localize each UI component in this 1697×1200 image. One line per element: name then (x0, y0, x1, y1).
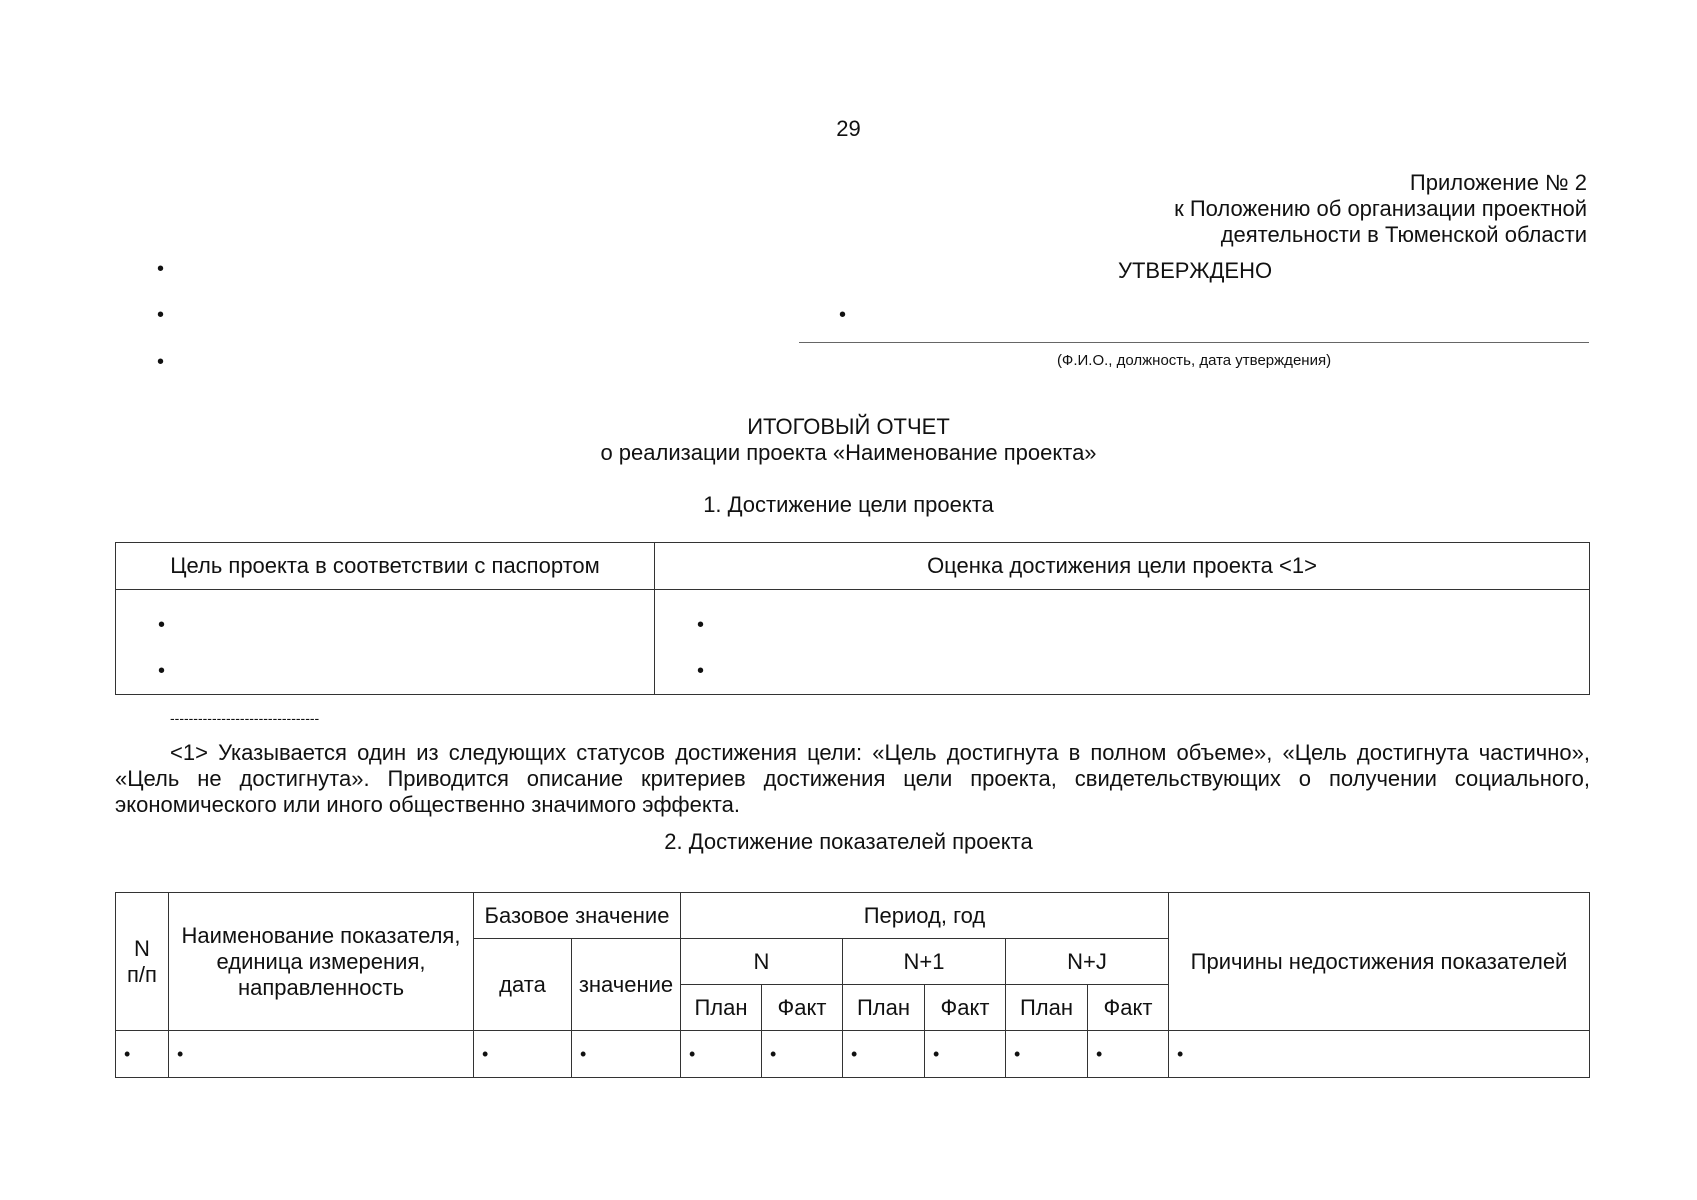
footnote-text: <1> Указывается один из следующих статусов достижения цели: «Цель достигнута в полном объеме», «Цель достигнута частично», «Цель не достигнута». Приводится описание критериев достижения цели проекта, свидетельствующих о получении социального, экономического или иного общественно значимого эффекта. (115, 740, 1590, 817)
signature-caption: (Ф.И.О., должность, дата утверждения) (1056, 352, 1332, 369)
page-number: 29 (836, 116, 861, 141)
evaluation-column-header: Оценка достижения цели проекта <1> (655, 543, 1590, 590)
goal-bullet-2: • (158, 660, 166, 682)
report-title-block (0, 414, 1697, 466)
number-column-header (116, 893, 169, 1031)
n-fact-cell: • (762, 1031, 843, 1078)
reasons-cell: • (1169, 1031, 1590, 1078)
goal-table-row (116, 590, 1590, 695)
indicators-table (115, 892, 1590, 1078)
n1-plan-cell: • (843, 1031, 925, 1078)
period-nj-header: N+J (1006, 939, 1169, 985)
number-cell: • (116, 1031, 169, 1078)
report-title: ИТОГОВЫЙ ОТЧЕТ (747, 414, 950, 439)
nj-plan-header: План (1006, 985, 1088, 1031)
n-plan-cell: • (681, 1031, 762, 1078)
approval-bullet: • (839, 304, 847, 326)
base-value-header: значение (572, 939, 681, 1031)
signature-line (799, 342, 1589, 343)
n1-plan-header: План (843, 985, 925, 1031)
indicator-name-cell: • (169, 1031, 474, 1078)
period-column-header: Период, год (681, 893, 1169, 939)
n1-fact-cell: • (925, 1031, 1006, 1078)
base-date-header: дата (474, 939, 572, 1031)
base-value-cell: • (572, 1031, 681, 1078)
n1-fact-header: Факт (925, 985, 1006, 1031)
goal-table (115, 542, 1590, 695)
goal-table-header (116, 543, 1590, 590)
left-bullet-1: • (157, 258, 165, 280)
appendix-line-1: Приложение № 2 (1409, 170, 1587, 195)
base-date-cell: • (474, 1031, 572, 1078)
approval-title: УТВЕРЖДЕНО (1118, 258, 1273, 283)
indicator-name-column-header: Наименование показателя, единица измерения, направленность (169, 893, 474, 1031)
left-bullet-2: • (157, 304, 165, 326)
n-fact-header: Факт (762, 985, 843, 1031)
report-subtitle: о реализации проекта «Наименование проекта» (600, 440, 1097, 465)
n-plan-header: План (681, 985, 762, 1031)
nj-fact-header: Факт (1088, 985, 1169, 1031)
evaluation-bullet-2: • (697, 660, 705, 682)
goal-column-header: Цель проекта в соответствии с паспортом (116, 543, 655, 590)
indicators-header-row-1 (116, 893, 1590, 939)
evaluation-cell (655, 590, 1590, 695)
section-2-heading: 2. Достижение показателей проекта (664, 829, 1033, 854)
goal-bullet-1: • (158, 614, 166, 636)
number-header-line-2: п/п (127, 961, 157, 987)
section-1-heading: 1. Достижение цели проекта (703, 492, 994, 517)
number-header-line-1: N (134, 935, 150, 961)
appendix-line-3: деятельности в Тюменской области (1220, 222, 1587, 247)
nj-plan-cell: • (1006, 1031, 1088, 1078)
period-n-header: N (681, 939, 843, 985)
goal-cell (116, 590, 655, 695)
period-n1-header: N+1 (843, 939, 1006, 985)
evaluation-bullet-1: • (697, 614, 705, 636)
footnote-separator: -------------------------------- (170, 710, 320, 726)
left-bullet-3: • (157, 351, 165, 373)
appendix-line-2: к Положению об организации проектной (1174, 196, 1587, 221)
reasons-column-header: Причины недостижения показателей (1169, 893, 1590, 1031)
appendix-note (1174, 170, 1587, 248)
indicators-table-row (116, 1031, 1590, 1078)
base-value-column-header: Базовое значение (474, 893, 681, 939)
nj-fact-cell: • (1088, 1031, 1169, 1078)
